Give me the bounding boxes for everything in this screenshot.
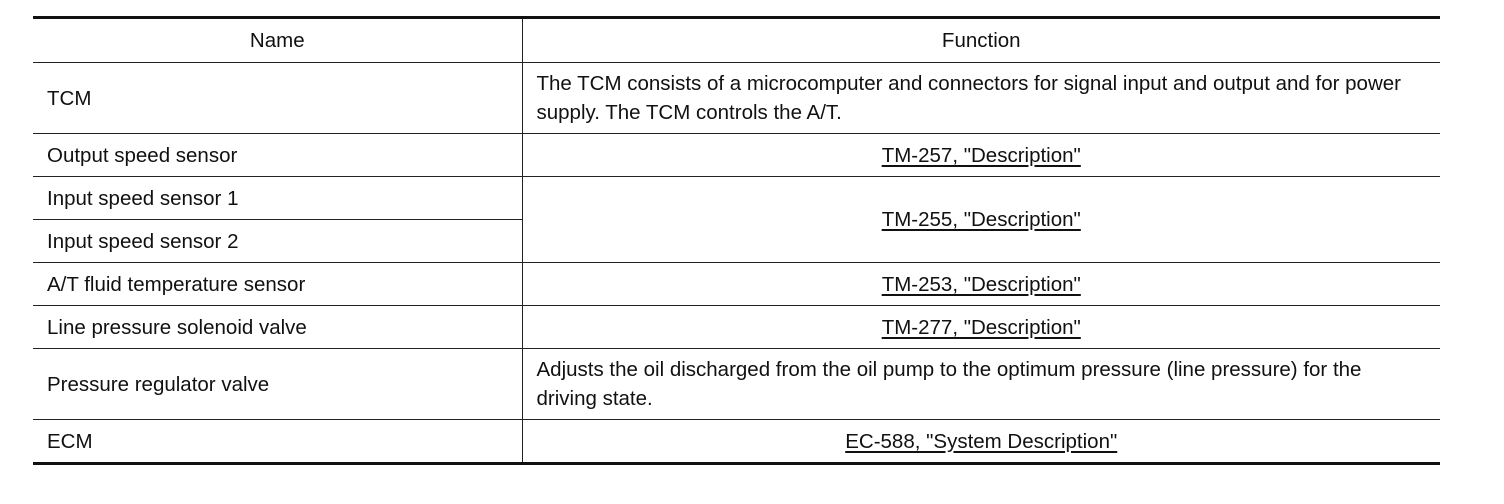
component-name: Output speed sensor bbox=[33, 134, 522, 177]
component-name: Input speed sensor 2 bbox=[33, 220, 522, 263]
column-header-name: Name bbox=[33, 18, 522, 63]
reference-link[interactable]: TM-253, "Description" bbox=[881, 272, 1081, 296]
reference-link[interactable]: TM-255, "Description" bbox=[881, 208, 1081, 231]
component-name: TCM bbox=[33, 63, 522, 134]
reference-link[interactable]: TM-257, "Description" bbox=[881, 143, 1081, 167]
component-name: Line pressure solenoid valve bbox=[33, 306, 522, 349]
component-function bbox=[522, 306, 1440, 349]
component-name: Input speed sensor 1 bbox=[33, 177, 522, 220]
component-function bbox=[522, 177, 1440, 263]
component-function: Adjusts the oil discharged from the oil pump to the optimum pressure (line pressure) for the driving state. bbox=[522, 349, 1440, 420]
table-row bbox=[33, 263, 1440, 306]
component-function-table bbox=[33, 16, 1440, 465]
reference-link[interactable]: TM-277, "Description" bbox=[881, 315, 1081, 339]
component-function: The TCM consists of a microcomputer and connectors for signal input and output and for power supply. The TCM controls the A/T. bbox=[522, 63, 1440, 134]
table-row bbox=[33, 349, 1440, 420]
table-row bbox=[33, 134, 1440, 177]
table-header-row bbox=[33, 18, 1440, 63]
column-header-function: Function bbox=[522, 18, 1440, 63]
component-name: ECM bbox=[33, 420, 522, 464]
component-function bbox=[522, 263, 1440, 306]
table-row bbox=[33, 177, 1440, 220]
component-name: A/T fluid temperature sensor bbox=[33, 263, 522, 306]
component-function bbox=[522, 134, 1440, 177]
table-row bbox=[33, 420, 1440, 464]
component-function bbox=[522, 420, 1440, 464]
component-name: Pressure regulator valve bbox=[33, 349, 522, 420]
table-row bbox=[33, 306, 1440, 349]
table-row bbox=[33, 63, 1440, 134]
reference-link[interactable]: EC-588, "System Description" bbox=[845, 429, 1118, 453]
